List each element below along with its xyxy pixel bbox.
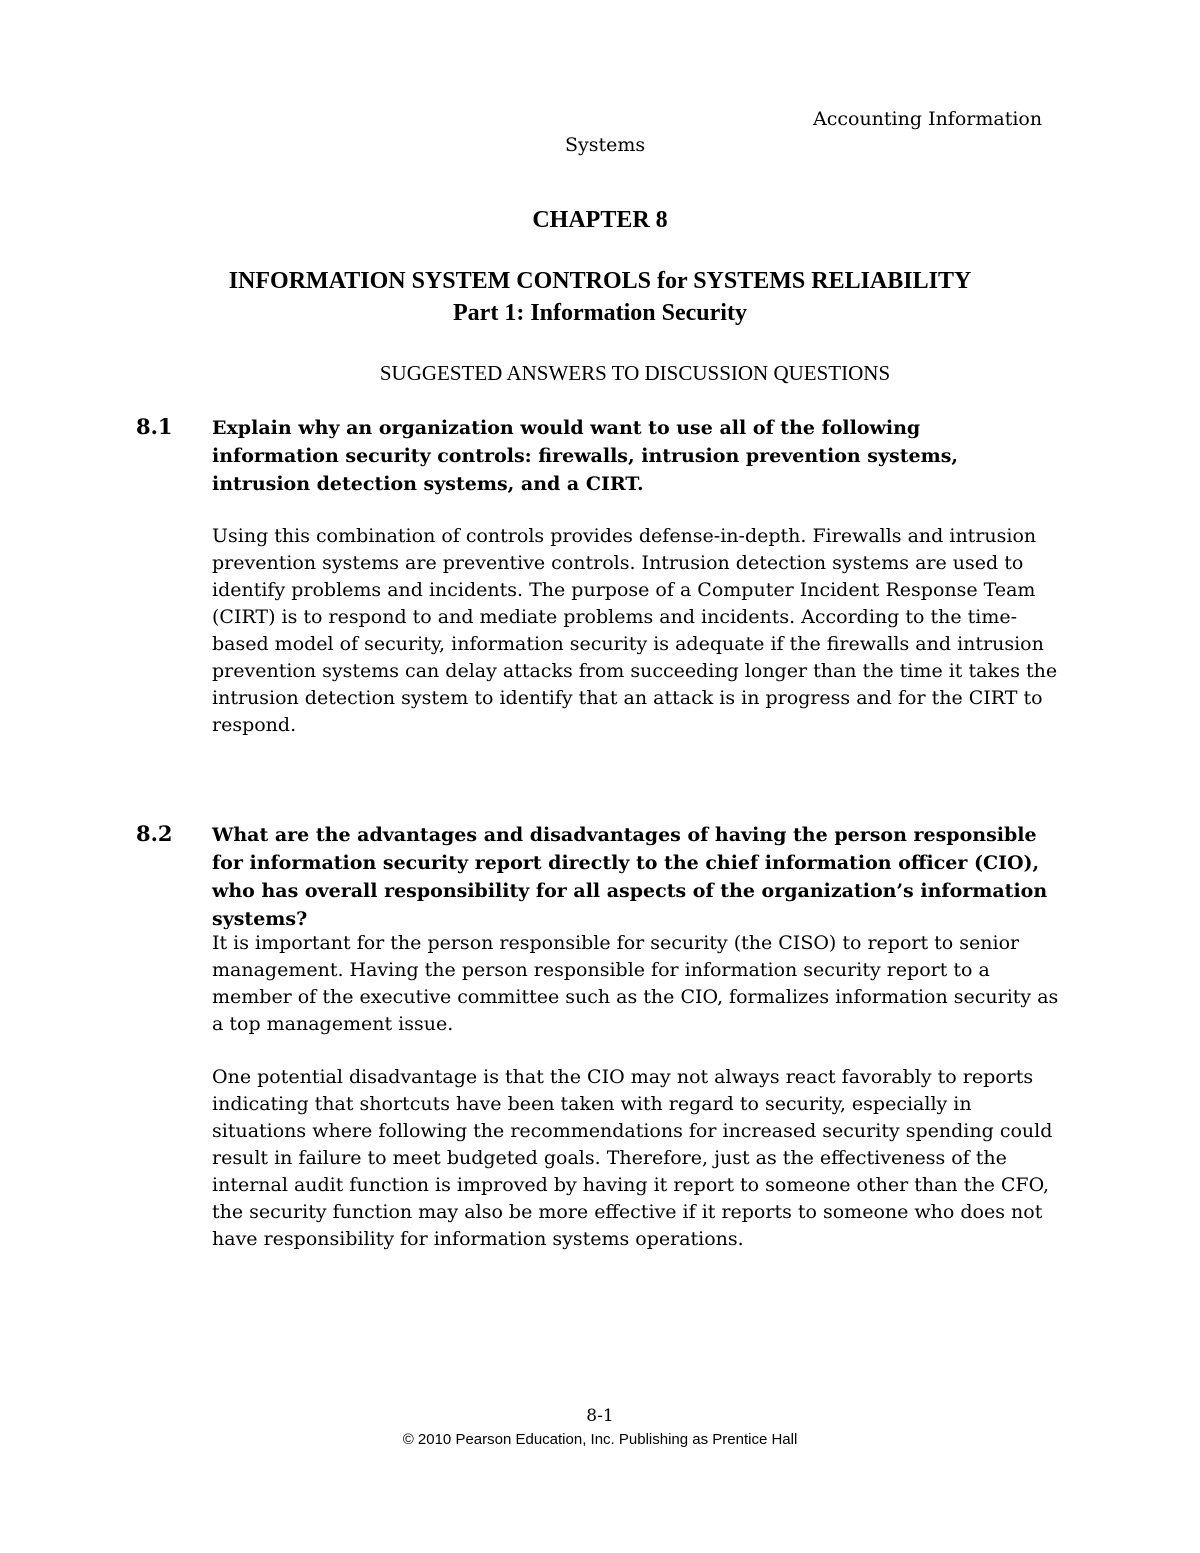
question-text: What are the advantages and disadvantages of having the person responsible for information security report directly to the chief information officer (CIO), who has overall responsibility for all aspects of the organization’s information systems? [212,824,1048,930]
part-subtitle: Part 1: Information Security [453,300,747,326]
section-heading: SUGGESTED ANSWERS TO DISCUSSION QUESTIONS [379,361,891,385]
chapter-title: CHAPTER 8 [532,207,668,233]
answer-block [212,523,1062,739]
page-number: 8-1 [586,1406,614,1426]
answer-block [212,930,1062,1038]
answer-block [212,1064,1062,1253]
copyright-notice: © 2010 Pearson Education, Inc. Publishing as Prentice Hall [402,1431,798,1448]
main-title: INFORMATION SYSTEM CONTROLS for SYSTEMS RELIABILITY [228,268,972,294]
answer-paragraph: One potential disadvantage is that the CIO may not always react favorably to reports indicating that shortcuts have been taken with regard to security, especially in situations where following the recommendations for increased security spending could result in failure to meet budgeted goals. Therefore, just as the effectiveness of the internal audit function is improved by having it report to someone other than the CFO, the security function may also be more effective if it reports to someone who does not have responsibility for information systems operations. [212,1066,1053,1250]
running-header-line2: Systems [565,134,646,156]
question-number: 8.1 [136,414,173,439]
answer-paragraph: Using this combination of controls provides defense-in-depth. Firewalls and intrusion prevention systems are preventive controls. Intrusion detection systems are used to identify problems and incidents. The purpose of a Computer Incident Response Team (CIRT) is to respond to and mediate problems and incidents. According to the time-based model of security, information security is adequate if the firewalls and intrusion prevention systems can delay attacks from succeeding longer than the time it takes the intrusion detection system to identify that an attack is in progress and for the CIRT to respond. [212,525,1058,736]
question-number: 8.2 [136,821,173,846]
answer-paragraph: It is important for the person responsible for security (the CISO) to report to senior management. Having the person responsible for information security report to a member of the executive committee such as the CIO, formalizes information security as a top management issue. [212,932,1059,1035]
running-header-line1: Accounting Information [813,108,1043,130]
question-text: Explain why an organization would want to use all of the following information security controls: firewalls, intrusion prevention systems, intrusion detection systems, and a CIRT. [212,417,959,495]
